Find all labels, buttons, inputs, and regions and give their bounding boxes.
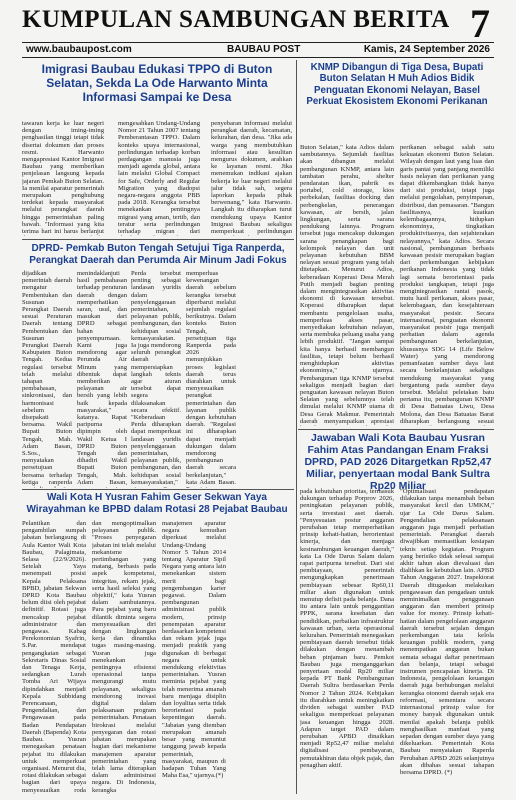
- article-4-headline[interactable]: Jawaban Wali Kota Baubau Yusran Fahim Atas Pandangan Enam Fraksi DPRD, PAD 2026 Ditargetkan Rp52,47 Miliar, penyertaan modal Bank Sultra Rp20 Miliar: [304, 432, 492, 492]
- article-2-column: perikanan sebagai salah satu kekuatan ekonomi Buton Selatan. Wilayah dengan laut yang luas dan garis pantai yang panjang memiliki basis nelayan dan perikanan yang dapat dikembangkan tidak hanya dari sisi produksi, tetapi juga melalui pengolahan, penyimpanan, distribusi, dan pemasaran. "Bangun fasilitasnya, kuatkan kelembagaannya, hidupkan ekonominya, tingkatkan produktivitasnya, dan sejahterakan nelayannya," kata Adios. Secara nasional, pembangunan berbasis kawasan pesisir merupakan bagian dari perkembangan kebijakan perikanan Indonesia yang tidak lagi semata berorientasi pada produksi tangkapan, tetapi juga mengintegrasikan rantai pasok, mutu hasil perikanan, akses pasar, kelembagaan, dan kesejahteraan masyarakat pesisir. Secara internasional, penguatan ekonomi masyarakat pesisir juga menjadi perhatian dalam agenda pembangunan berkelanjutan, khususnya SDG 14 (Life Below Water) yang mendorong pemanfaatan sumber daya laut secara berkelanjutan sekaligus mendukung masyarakat yang bergantung pada sumber daya tersebut. Melalui peletakan batu pertama itu, pembangunan KNMP di Desa Batuatas Liwu, Desa Molona, dan Desa Batuatas Barat diharapkan berlangsung sesuai: [400, 144, 494, 425]
- article-divider: [298, 429, 494, 430]
- info-bar: [22, 42, 494, 58]
- site-url[interactable]: www.baubaupost.com: [26, 44, 132, 55]
- article-1-column: penyebaran informasi melalui perangkat daerah, kecamatan, kelurahan, dan desa. "Jika ada warga yang membutuhkan informasi atau kesulitan mengurus dokumen, arahkan ke layanan resmi. Jika menemukan indikasi ajakan bekerja ke luar negeri melalui jalur tidak sah, segera laporkan kepada pihak berwenang," kata Harwanto. Langkah itu diharapkan turut mendukung upaya Kantor Imigrasi Baubau sekaligus memperkuat perlindungan: [211, 120, 292, 236]
- article-5-headline[interactable]: Wali Kota H Yusran Fahim Geser Sekwan Yaya Wirayahman ke BPBD dalam Rotasi 28 Pejabat Baubau: [26, 492, 288, 515]
- article-3-headline[interactable]: DPRD- Pemkab Buton Tengah Setujui Tiga Ranperda, Perangkat Daerah dan Perumda Air Minum Jadi Fokus: [29, 243, 287, 266]
- masthead: [22, 6, 472, 42]
- article-2-column: Buton Selatan," kata Adios dalam sambutannya. Sejumlah fasilitas akan dibangun melalui pembangunan KNMP, antara lain tambatan perahu, shelter pendaratan ikan, pabrik es portabel, cold storage, kios perbekalan, fasilitas docking dan perbengkelan, penerangan kawasan, air bersih, jalan lingkungan, serta sarana pendukung lainnya. Program tersebut juga mencakup dukungan sarana penangkapan bagi kelompok nelayan dan unit pelayanan kebutuhan BBM nelayan sesuai program yang telah ditetapkan. Menurut Adios, keberadaan Koperasi Desa Merah Putih menjadi bagian penting dalam mengintegrasikan aktivitas ekonomi di kawasan tersebut. Koperasi diharapkan dapat membantu pengelolaan usaha, memperluas akses pasar, menyediakan kebutuhan nelayan, serta membuka peluang usaha yang lebih produktif. "Jangan sampai kita hanya berhasil membangun fasilitas, tetapi belum berhasil menghidupkan aktivitas ekonominya," ujarnya. Pembangunan tiga KNMP tersebut sekaligus menjadi bagian dari penguatan kawasan nelayan Buton Selatan yang sebelumnya telah dimulai melalui KNMP utama di Desa Gerak Makmur. Pemerintah daerah menyampaikan apresiasi: [300, 144, 394, 425]
- article-3-column: menindaklanjuti hasil pembahasan terhadap peraturan daerah dengan memperhatikan saran, usul, dan masukan dari DPRD sebagai bahan penyempurnaan. Kami juga mendorong agar Perumda Air Minum yang dibentuk dapat memberikan pelayanan air bersih yang lebih baik kepada masyarakat," katanya. Rapat paripurna dipimpin oleh Wakil Ketua I DPRD Buton Tengah dan dihadiri Wakil Bupati Buton Tengah, Mah. Adam Basan,: [77, 270, 127, 486]
- article-4-column: "Optimalisasi pendapatan dilakukan tanpa menambah beban masyarakat kecil dan UMKM," ujar La Ode Darus Salam. Pengendalian pelaksanaan anggaran juga menjadi perhatian pemerintah. Perangkat daerah diwajibkan memastikan kesiapan teknis setiap kegiatan. Program yang berisiko tidak selesai sampai akhir tahun akan dievaluasi dan dialihkan ke kebutuhan lain. APBD Tahun Anggaran 2027. Inspektorat Daerah ditugaskan melakukan pengawasan dan pengadaan untuk meminimalkan penggunaan anggaran dan memberi prinsip value for money. Prinsip kehati-hatian dalam pengelolaan anggaran daerah tersebut sejalan dengan perkembangan tata kelola keuangan publik modern, yang menempatkan anggaran bukan semata sebagai daftar penerimaan dan belanja, tetapi sebagai instrumen pencapaian kinerja. Di Indonesia, pengelolaan keuangan daerah juga berhubungan melalui kerangka otonomi daerah sejak era reformasi, sementara secara internasional prinsip value for money banyak digunakan untuk menilai apakah belanja publik menghasilkan manfaat yang sepadan dengan sumber daya yang dikeluarkan. Pemerintah Kota Baubau menyatakan Raperda Perubahan APBD 2026 selanjutnya akan dibahas sesuai tahapan bersama DPRD. (*): [400, 488, 494, 776]
- article-divider: [22, 489, 294, 490]
- article-5-column: dan mengoptimalkan pelayanan publik. "Proses penyegaran jabatan ini telah melalui mekanisme pertimbangan yang matang, berbasis pada aspek kompetensi, integritas, rekam jejak, serta hasil seleksi yang objektif," kata Yusran dalam sambutannya. Para pejabat yang baru dilantik diminta segera menyesuaikan diri dengan lingkungan kerja dan dinamika tugas masing-masing. Yusran juga menekankan pentingnya efisiensi operasional tanpa mengurangi mutu pelayanan, sekaligus mendorong inovasi digital dalam pelaksanaan program pemerintahan. Penataan birokrasi melalui penyegaran dan rotasi jabatan merupakan bagian dari mekanisme manajemen aparatur pemerintahan yang telah lama diterapkan dalam administrasi negara. Di Indonesia, kerangka: [92, 520, 156, 794]
- issue-date: Kamis, 24 September 2026: [363, 44, 490, 55]
- article-5-column: manajemen aparatur negara kemudian diperkuat melalui Undang-Undang Nomor 5 Tahun 2014 tentang Aparatur Sipil Negara yang antara lain menekankan sistem merit bagi pengembangan karier pegawai. Dalam pembangunan administrasi publik modern, prinsip penempatan aparatur berdasarkan kompetensi dan rekam jejak juga menjadi praktik yang digunakan di berbagai negara untuk mendukung efektivitas pemerintahan. Yusran meminta pejabat yang telah menerima amanah baru menjaga disiplin dan loyalitas serta tidak berorientasi pada kepentingan daerah. "Jabatan yang diemban merupakan amanah besar yang menuntut tanggung jawab kepada pemerintah, masyarakat, maupun di hadapan Tuhan Yang Maha Esa," ujarnya.(*): [162, 520, 226, 780]
- article-5-column: Pelantikan dan pengambilan sumpah jabatan berlangsung di Aula Kantor Wali Kota Baubau, Palagimata, Selasa (22/9/2026). Setelah Yaya menempati posisi Kepala Pelaksana BPBD, jabatan Sekwan DPRD Kota Baubau belum diisi oleh pejabat definitif. Rotasi juga mencakup pejabat administrator dan pengawas. Kabag Perekonomian Syafrin, S.Par. mendapat pengangkatan sebagai Sekretaris Dinas Sosial dan Tenaga Kerja, sedangkan Lurah Tomba Ari Wijaya dipindahkan menjadi Kepala Subbidang Perencanaan, Pengendalian, dan Pengawasan pada Badan Pendapatan Daerah (Bapenda) Kota Baubau. Yusran menegaskan penataan pejabat itu dilakukan untuk memperkuat organisasi. Menurut dia, rotasi dilakukan sebagai bagian dari upaya menyesuaikan roda: [22, 520, 86, 794]
- article-1-column: mengesahkan Undang-Undang Nomor 21 Tahun 2007 tentang Pemberantasan TPPO. Dalam konteks upaya internasional, perlindungan terhadap korban perdagangan manusia juga menjadi agenda global, antara lain melalui Global Compact for Safe, Orderly and Regular Migration yang diadopsi negara-negara anggota PBB pada 2018. Kerangka tersebut menekankan pentingnya migrasi yang aman, tertib, dan teratur serta perlindungan terhadap migran dari: [118, 120, 200, 236]
- article-divider: [22, 239, 294, 240]
- article-3-column: dijadikan pemerintah daerah mengatur Pembentukan dan Susunan Perangkat Daerah sesuai Peraturan Daerah tentang Pembentukan dan Susunan Perangkat Daerah Kabupaten Buton Tengah. Kedua regulasi tersebut telah melalui tahapan pembahasan, sinkronisasi, dan harmonisasi sebelum disepakati bersama. Wakil Bupati Buton Tengah, Mah. Adam Basan, S.Sos., menyatakan persetujuan bersama terhadap ketiga ranperda: [22, 270, 72, 486]
- article-4-column: pada kebutuhan prioritas, termasuk dukungan terhadap Porprov 2026, peningkatan pelayanan publik, serta investasi aset daerah. "Penyesuaian postur anggaran perubahan tetap memperhatikan prinsip kehati-hatian, berorientasi kinerja, dan menjaga kesinambungan keuangan daerah," kata La Ode Darus Salam dalam rapat paripurna tersebut. Dari sisi pembiayaan, pemerintah mengungkapkan penerimaan pembiayaan sebesar Rp60,11 miliar akan digunakan untuk menutup defisit pada belanja. Dana itu antara lain untuk penggantian PPPK, sarana kesehatan dan pendidikan, perbaikan infrastruktur kawasan urban, serta operasional kelurahan. Pemerintah menegaskan pembiayaan daerah tersebut tidak dilakukan dengan menambah beban pinjaman baru. Pemkot Baubau juga menganggarkan penyertaan modal Rp20 miliar kepada PT Bank Pembangunan Daerah Sultra berdasarkan Perda Nomor 2 Tahun 2024. Kebijakan itu diarahkan untuk meningkatkan dividen sebagai sumber PAD sekaligus memperkuat pelayanan jasa keuangan hingga 2028. Adapun target PAD dalam perubahan APBD dinaikkan menjadi Rp52,47 miliar melalui digitalisasi pembayaran, pemutakhiran data objek pajak, dan penagihan aktif.: [300, 488, 394, 769]
- article-3-column: memperluas kewenangan daerah sebelum kerangka tersebut diperbarui melalui sejumlah regulasi berikutnya. Dalam konteks Buton Tengah, persetujuan tiga Ranperda pada 2026 menunjukkan proses legislasi daerah terus diarahkan untuk menyesuaikan perangkat pemerintahan dan layanan publik dengan kebutuhan daerah. "Regulasi ini diharapkan dapat menjadi dukungan dalam mendorong pembangunan daerah secara berkelanjutan," kata Adam Basan.: [186, 270, 236, 486]
- article-1-column: tawaran kerja ke luar negeri dengan iming-iming penghasilan tinggi tetapi tidak disertai dokumen dan proses resmi. Harwanto mengapresiasi Kantor Imigrasi Baubau yang memberikan penjelasan langsung kepada jajaran Pemkab Buton Selatan. Ia menilai aparatur pemerintah merupakan penghubung terdekat kepada masyarakat melalui perangkat daerah hingga pemerintahan paling bawah. "Informasi yang kita terima hari ini harus berlanjut: [22, 120, 104, 236]
- article-3-column: Perda tersebut penting sebagai landasan yuridis dalam penyelenggaraan pemerintahan, pelayanan publik, pembangunan, dan kehidupan sosial kemasyarakatan. Ia juga mendorong seluruh perangkat daerah mempersiapkan langkah teknis agar aturan tersebut dapat segera dilaksanakan secara efektif. "Keberadaan Perda diharapkan dapat memperkuat landasan yuridis penyelenggaraan pemerintahan, pelayanan publik, pembangunan, dan kehidupan sosial kemasyarakatan,": [131, 270, 181, 486]
- paper-name: BAUBAU POST: [227, 44, 301, 55]
- column-divider: [296, 60, 297, 430]
- masthead-title: KUMPULAN SAMBUNGAN BERITA: [22, 6, 450, 33]
- article-2-headline[interactable]: KNMP Dibangun di Tiga Desa, Bupati Buton Selatan H Muh Adios Bidik Penguatan Ekonomi Nelayan, Basel Perkuat Ekosistem Ekonomi Perikanan: [306, 62, 488, 108]
- article-1-headline[interactable]: Imigrasi Baubau Edukasi TPPO di Buton Selatan, Sekda La Ode Harwanto Minta Informasi Sampai ke Desa: [41, 62, 273, 104]
- page-number: 7: [470, 1, 490, 46]
